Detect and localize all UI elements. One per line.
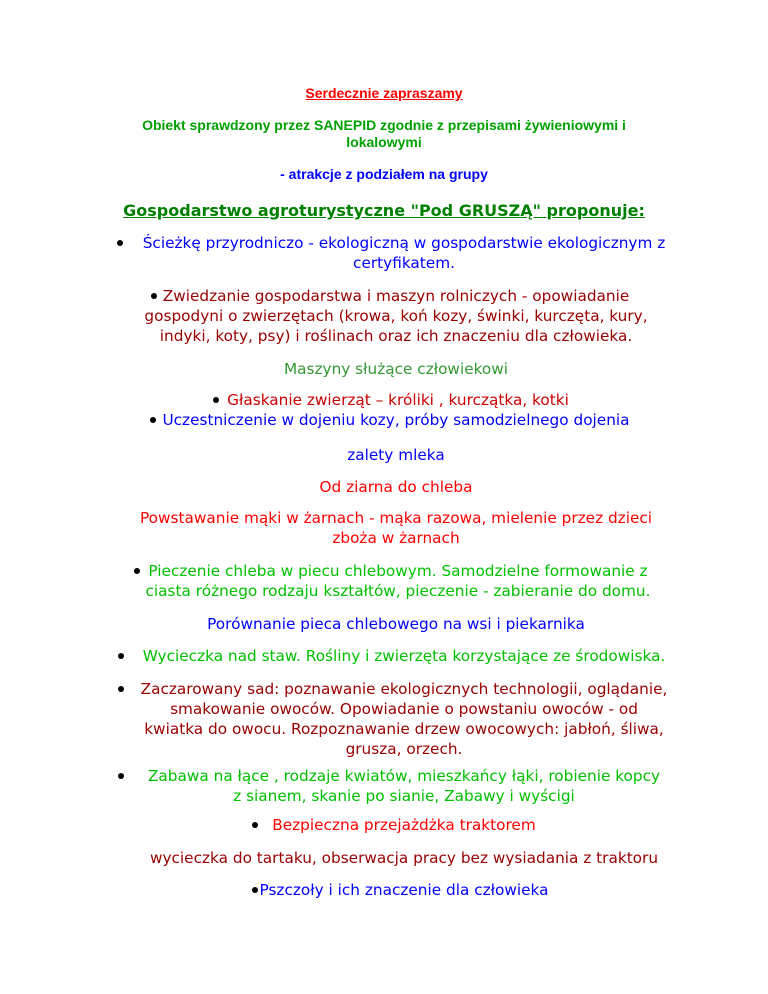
item-tractor-ride: Bezpieczna przejażdżka traktorem: [272, 816, 536, 834]
item-oven-compare: Porównanie pieca chlebowego na wsi i piekarnika: [207, 615, 585, 633]
item-farm-tour-line-1: Zwiedzanie gospodarstwa i maszyn rolniczych - opowiadanie: [162, 287, 630, 305]
item-orchard-line-2: smakowanie owoców. Opowiadanie o powstaniu owoców - od: [170, 700, 638, 718]
item-orchard-line-3: kwiatka do owocu. Rozpoznawanie drzew owocowych: jabłoń, śliwa,: [144, 720, 664, 738]
item-bread-baking-line-2: ciasta różnego rodzaju kształtów, pieczenie - zabieranie do domu.: [145, 582, 651, 600]
item-pond-trip: Wycieczka nad staw. Rośliny i zwierzęta korzystające ze środowiska.: [142, 647, 666, 665]
item-machines: Maszyny służące człowiekowi: [283, 360, 509, 378]
sanepid-note-line-1: Obiekt sprawdzony przez SANEPID zgodnie z przepisami żywieniowymi i: [142, 117, 626, 133]
item-orchard-line-1: Zaczarowany sad: poznawanie ekologicznych technologii, oglądanie,: [140, 680, 668, 698]
item-bread-baking-line-1: Pieczenie chleba w piecu chlebowym. Samodzielne formowanie z: [148, 562, 648, 580]
item-sawmill-trip: wycieczka do tartaku, obserwacja pracy bez wysiadania z traktoru: [149, 849, 659, 867]
sanepid-note-line-2: lokalowymi: [346, 134, 422, 150]
item-bees: Pszczoły i ich znaczenie dla człowieka: [259, 881, 549, 899]
item-meadow-line-2: z sianem, skanie po sianie, Zabawy i wyścigi: [233, 787, 575, 805]
item-meadow-line-1: Zabawa na łące , rodzaje kwiatów, mieszkańcy łąki, robienie kopcy: [147, 767, 661, 785]
item-petting: Głaskanie zwierząt – króliki , kurczątka, kotki: [227, 391, 569, 409]
item-flour-line-1: Powstawanie mąki w żarnach - mąka razowa, mielenie przez dzieci: [139, 509, 653, 527]
item-farm-tour-line-2: gospodyni o zwierzętach (krowa, koń kozy, świnki, kurczęta, kury,: [144, 307, 648, 325]
item-farm-tour-line-3: indyki, koty, psy) i roślinach oraz ich znaczeniu dla człowieka.: [159, 327, 633, 345]
item-grain-to-bread: Od ziarna do chleba: [319, 478, 473, 496]
groups-note: - atrakcje z podziałem na grupy: [280, 166, 488, 182]
item-goat-milking: Uczestniczenie w dojeniu kozy, próby samodzielnego dojenia: [162, 411, 630, 429]
item-orchard-line-4: grusza, orzech.: [345, 740, 463, 758]
item-path-line-1: Ścieżkę przyrodniczo - ekologiczną w gospodarstwie ekologicznym z: [142, 234, 666, 252]
invitation-heading: Serdecznie zapraszamy: [305, 85, 463, 101]
item-path-line-2: certyfikatem.: [353, 254, 455, 272]
item-flour-line-2: zboża w żarnach: [332, 529, 460, 547]
item-milk-benefits: zalety mleka: [347, 446, 445, 464]
page-title: Gospodarstwo agroturystyczne "Pod GRUSZĄ" proponuje:: [123, 201, 645, 220]
